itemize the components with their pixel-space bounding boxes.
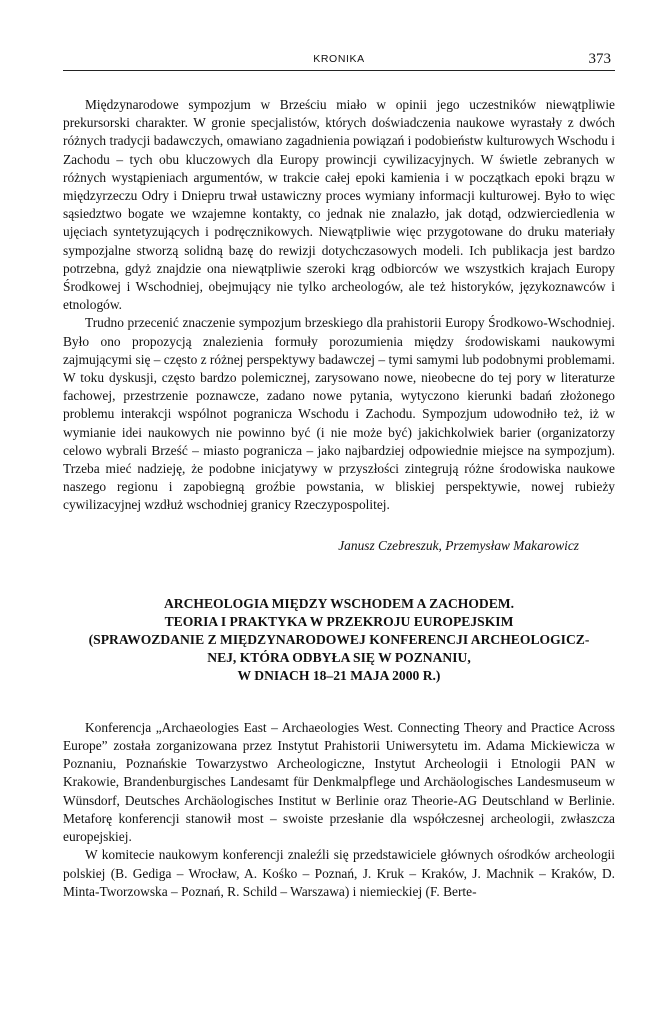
running-head: KRONIKA xyxy=(313,53,365,65)
paragraph: W komitecie naukowym konferencji znaleźli się przedstawiciele głównych ośrodków archeologii polskiej (B. Gediga – Wrocław, A. Kośko – Poznań, J. Kruk – Kraków, J. Machnik – Kraków, D. Minta-Tworzowska – Poznań, R. Schild – Warszawa) i niemieckiej (F. Berte- xyxy=(63,847,615,899)
title-line: ARCHEOLOGIA MIĘDZY WSCHODEM A ZACHODEM. xyxy=(163,595,515,611)
title-line: TEORIA I PRAKTYKA W PRZEKROJU EUROPEJSKIM xyxy=(164,613,514,629)
title-line: NEJ, KTÓRA ODBYŁA SIĘ W POZNANIU, xyxy=(207,649,471,665)
page-number: 373 xyxy=(588,51,611,67)
article-title xyxy=(63,595,615,685)
paragraph: Konferencja „Archaeologies East – Archaeologies West. Connecting Theory and Practice Across Europe” została zorganizowana przez Instytut Prahistorii Uniwersytetu im. Adama Mickiewicza w Poznaniu, Poznańskie Towarzystwo Archeologiczne, Instytut Archeologii i Etnologii PAN w Krakowie, Brandenburgisches Landesamt für Denkmalpflege und Archäologisches Landesmuseum w Wünsdorf, Deutsches Archäologisches Institut w Berlinie oraz Theorie-AG Deutschland w Berlinie. Metaforę konferencji stanowił most – swoiste przesłanie dla współczesnej archeologii, zwłaszcza europejskiej. xyxy=(63,719,615,845)
page-body xyxy=(63,96,615,901)
title-line: (SPRAWOZDANIE Z MIĘDZYNARODOWEJ KONFERENCJI ARCHEOLOGICZ- xyxy=(88,631,590,647)
paragraph: Trudno przecenić znaczenie sympozjum brzeskiego dla prahistorii Europy Środkowo-Wschodniej. Było ono propozycją znalezienia formuły porozumienia między środowiskami naukowymi zajmującymi się – często z różnej perspektywy badawczej – tymi samymi lub podobnymi problemami. W toku dyskusji, często bardzo polemicznej, zarysowano nowe, nieobecne do tej pory w literaturze fachowej, przestrzenie poznawcze, zadano nowe pytania, wytyczono kierunki badań złożonego problemu interakcji wspólnot pogranicza Wschodu i Zachodu. Sympozjum udowodniło też, iż w wymianie idei naukowych nie powinno być (i nie może być) jakichkolwiek barier (organizatorzy celowo wybrali Brześć – miasto pogranicza – jako najbardziej odpowiednie miejsce na sympozjum). Trzeba mieć nadzieję, że podobne inicjatywy w przyszłości zintegrują różne środowiska naukowe naszego regionu i zapobiegną groźbie powstania, w bliskiej perspektywie, nowej rubieży cywilizacyjnej wzdłuż wschodniej granicy Rzeczypospolitej. xyxy=(63,315,615,513)
paragraph: Międzynarodowe sympozjum w Brześciu miało w opinii jego uczestników niewątpliwie prekursorski charakter. W gronie specjalistów, których doświadczenia naukowe wyrastały z dwóch różnych tradycji badawczych, omawiano zagadnienia powiązań i podobieństw kulturowych Wschodu i Zachodu – tych obu kluczowych dla Europy prowincji cywilizacyjnych. W świetle zebranych w różnych wystąpieniach argumentów, w trakcie całej epoki kamienia i w początkach epoki brązu w międzyrzeczu Odry i Dniepru trwał ustawiczny proces wymiany informacji kulturowej. Było to więc sąsiedztwo bogate we wzajemne kontakty, co jednak nie znalazło, jak dotąd, odzwierciedlenia w ujęciach syntetyzujących i podręcznikowych. Niewątpliwie więc przygotowane do druku materiały sympozjalne stworzą solidną bazę do rewizji dotychczasowych modeli. Ich publikacja jest bardzo potrzebna, gdyż znajdzie ona niewątpliwie szeroki krąg odbiorców we wszystkich krajach Europy Środkowej i Wschodniej, obejmujący nie tylko archeologów, ale też historyków, językoznawców i etnologów. xyxy=(63,97,615,313)
page-header xyxy=(63,46,615,71)
article-body xyxy=(63,719,615,901)
title-line: W DNIACH 18–21 MAJA 2000 R.) xyxy=(237,667,441,683)
author-signature: Janusz Czebreszuk, Przemysław Makarowicz xyxy=(338,537,579,553)
